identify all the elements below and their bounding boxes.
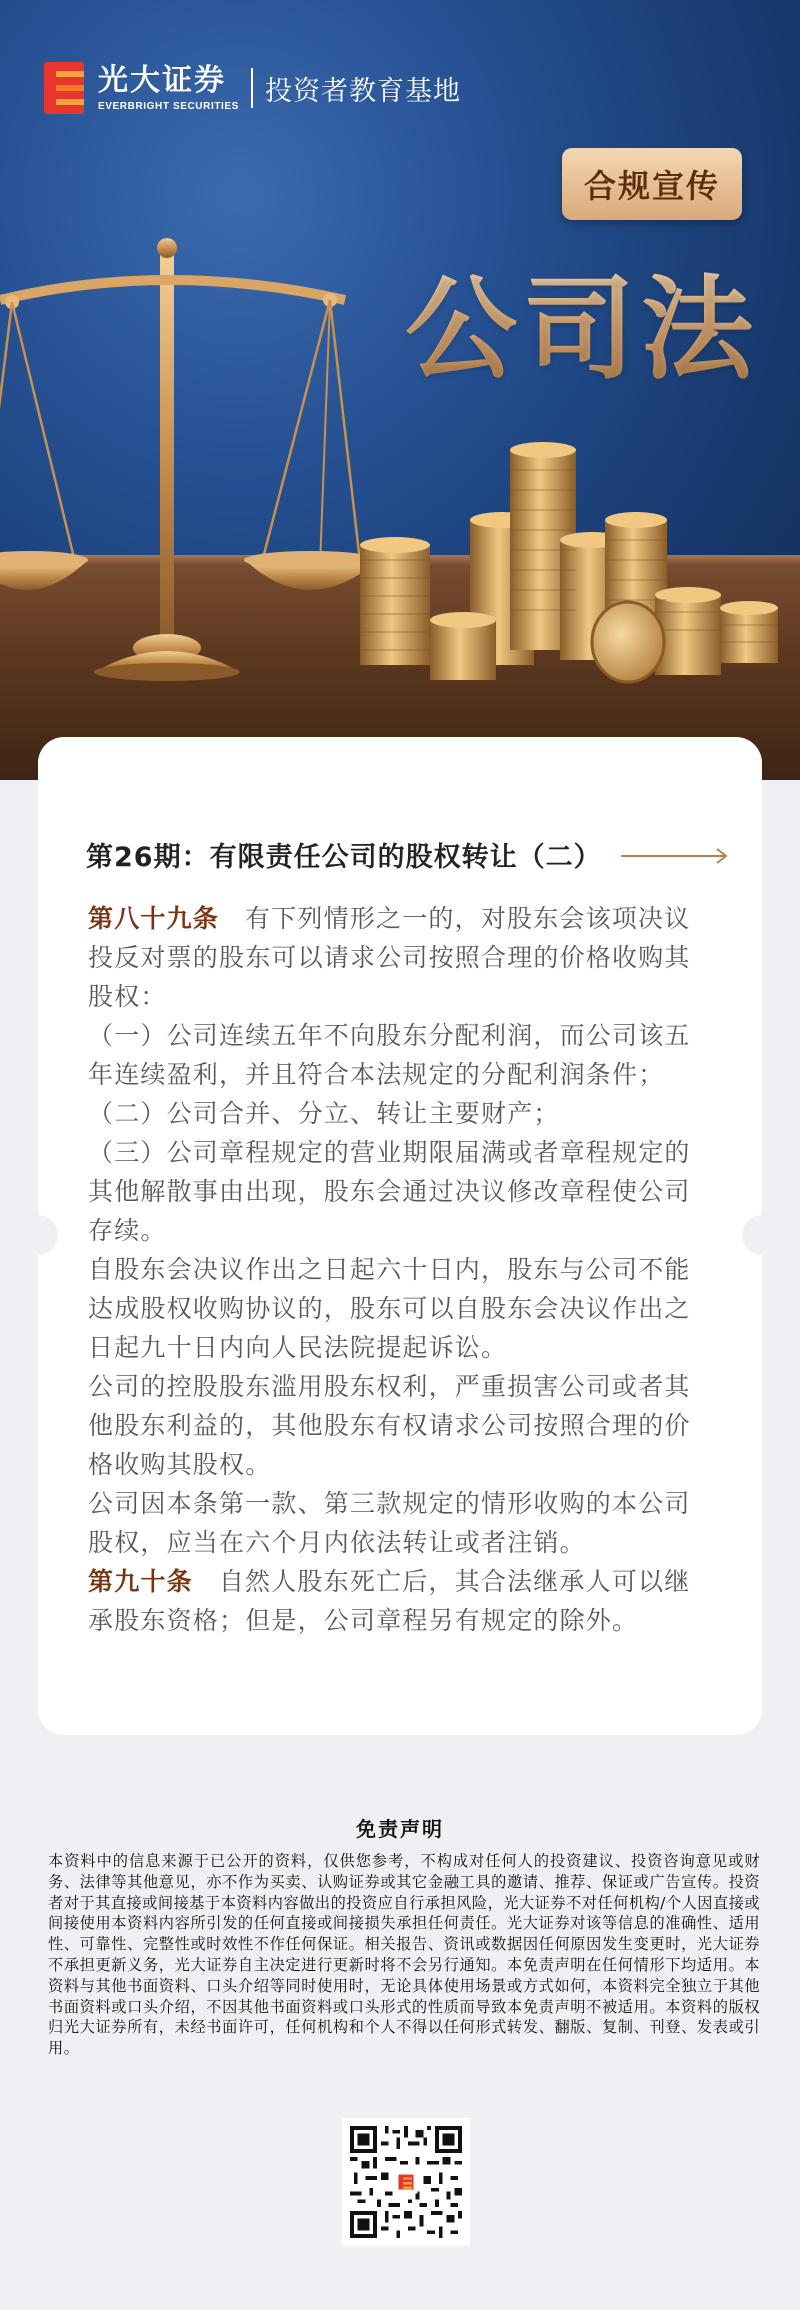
content-card (38, 737, 762, 1735)
hero-banner (0, 0, 800, 780)
article-90-label: 第九十条 (88, 1567, 193, 1596)
brand-name-cn: 光大证券 (98, 63, 226, 98)
disclaimer-text: 本资料中的信息来源于已公开的资料，仅供您参考，不构成对任何人的投资建议、投资咨询意见或财务、法律等其他意见，亦不作为买卖、认购证券或其它金融工具的邀请、推荐、保证或广告宣传。投资者对于其直接或间接基于本资料内容做出的投资应自行承担风险，光大证券不对任何机构/个人因直接或间接使用本资料内容所引发的任何直接或间接损失承担任何责任。光大证券对该等信息的准确性、适用性、可靠性、完整性或时效性不作任何保证。相关报告、资讯或数据因任何原因发生变更时，光大证券不承担更新义务，光大证券自主决定进行更新时将不会另行通知。本免责声明在任何情形下均适用。本资料与其他书面资料、口头介绍等同时使用时，无论具体使用场景或方式如何，本资料完全独立于其他书面资料或口头介绍，不因其他书面资料或口头形式的性质而导致本免责声明不被适用。本资料的版权归光大证券所有，未经书面许可，任何机构和个人不得以任何形式转发、翻版、复制、刊登、发表或引用。 (48, 1852, 760, 2058)
article-89-item-3: （三）公司章程规定的营业期限届满或者章程规定的其他解散事由出现，股东会通过决议修改章程使公司存续。 (88, 1138, 691, 1245)
brand-subtitle: 投资者教育基地 (264, 75, 461, 107)
article-89-para-2: 自股东会决议作出之日起六十日内，股东与公司不能达成股权收购协议的，股东可以自股东会决议作出之日起九十日内向人民法院提起诉讼。 (88, 1255, 691, 1362)
article-89-item-1: （一）公司连续五年不向股东分配利润，而公司该五年连续盈利，并且符合本法规定的分配利润条件； (88, 1021, 691, 1089)
brand-logo (44, 62, 461, 114)
card-notch-left (18, 1215, 58, 1255)
coin-stacks-icon (360, 442, 778, 682)
article-89-item-2: （二）公司合并、分立、转让主要财产； (88, 1099, 560, 1128)
issue-title: 第26期：有限责任公司的股权转让（二） (86, 842, 602, 873)
arrow-right-icon (621, 844, 731, 868)
hero-title: 公司法 (405, 240, 765, 401)
article-90 (88, 1562, 716, 1640)
disclaimer-title: 免责声明 (356, 1817, 444, 1841)
article-89-intro (88, 899, 716, 1016)
article-89-intro-text: 有下列情形之一的，对股东会该项决议投反对票的股东可以请求公司按照合理的价格收购其股权： (88, 904, 691, 1011)
logo-divider (251, 68, 253, 108)
compliance-tag: 合规宣传 (562, 148, 742, 220)
balance-scale-icon (0, 238, 378, 681)
article-89-para-4: 公司因本条第一款、第三款规定的情形收购的本公司股权，应当在六个月内依法转让或者注销。 (88, 1489, 691, 1557)
qr-code-icon (350, 2126, 462, 2238)
brand-name-en: EVERBRIGHT SECURITIES (98, 101, 239, 112)
qr-code (342, 2118, 470, 2246)
everbright-logo-icon (44, 62, 84, 114)
article-body (88, 899, 716, 1640)
article-89-para-3: 公司的控股股东滥用股东权利，严重损害公司或者其他股东利益的，其他股东有权请求公司按照合理的价格收购其股权。 (88, 1372, 691, 1479)
card-notch-right (742, 1215, 782, 1255)
article-89-label: 第八十九条 (88, 904, 220, 933)
article-90-text: 自然人股东死亡后，其合法继承人可以继承股东资格；但是，公司章程另有规定的除外。 (88, 1567, 691, 1635)
